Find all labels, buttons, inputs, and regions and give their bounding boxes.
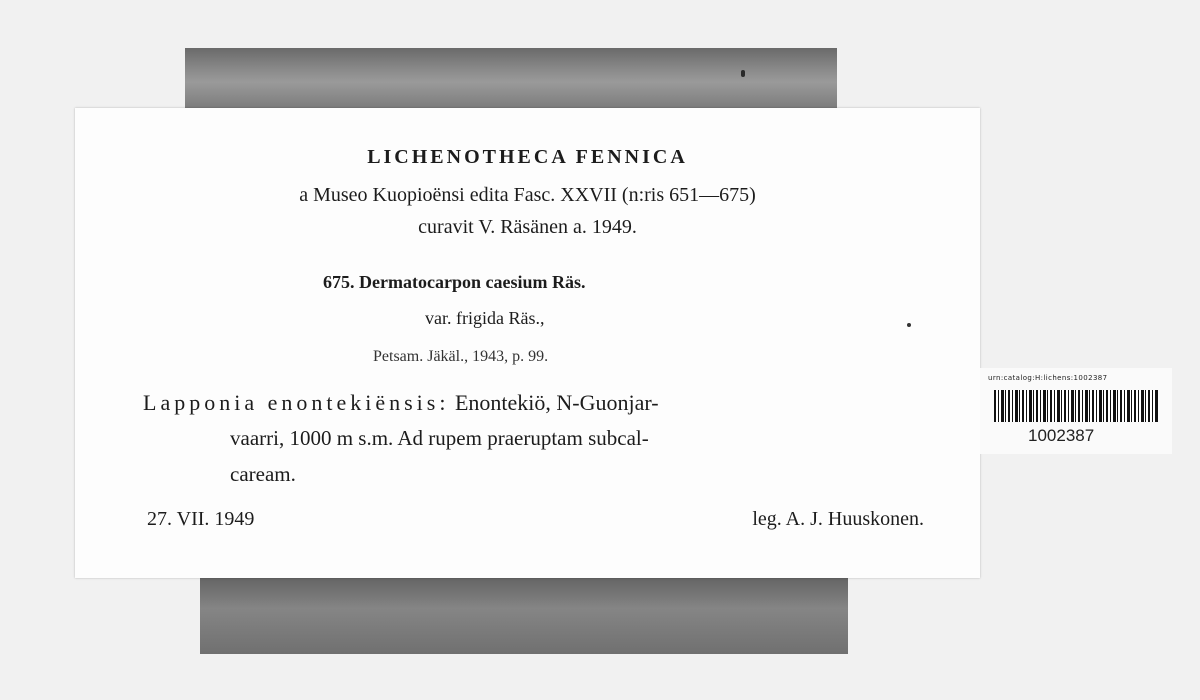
locality-line-3: caream.: [230, 462, 296, 486]
collection-date: 27. VII. 1949: [147, 508, 255, 530]
region-name: Lapponia enontekiënsis:: [143, 390, 450, 415]
series-title: LICHENOTHECA FENNICA: [367, 146, 688, 168]
barcode-label: [980, 368, 1172, 454]
specimen-name-line: [323, 272, 585, 293]
curator-line: curavit V. Räsänen a. 1949.: [418, 216, 637, 238]
barcode-number: 1002387: [1028, 426, 1095, 445]
mounting-strip-top: [185, 48, 837, 110]
strip-speck: [741, 70, 745, 77]
locality-text-1: Enontekiö, N-Guonjar-: [454, 390, 659, 415]
barcode-code-text: urn:catalog:H:lichens:1002387: [988, 374, 1108, 382]
ink-dot: [907, 323, 911, 327]
mounting-strip-bottom: [200, 572, 848, 654]
specimen-label: [75, 108, 980, 578]
variety-line: var. frigida Räs.,: [425, 308, 545, 328]
collector: leg. A. J. Huuskonen.: [752, 508, 924, 530]
reference-line: Petsam. Jäkäl., 1943, p. 99.: [373, 348, 549, 365]
specimen-number: 675.: [323, 272, 355, 292]
locality-line-1: [143, 390, 659, 416]
locality-line-2: vaarri, 1000 m s.m. Ad rupem praeruptam subcal-: [230, 426, 649, 450]
barcode-icon: [994, 390, 1158, 422]
edition-line: a Museo Kuopioënsi edita Fasc. XXVII (n:ris 651—675): [299, 184, 756, 206]
species-name: Dermatocarpon caesium Räs.: [359, 272, 586, 292]
